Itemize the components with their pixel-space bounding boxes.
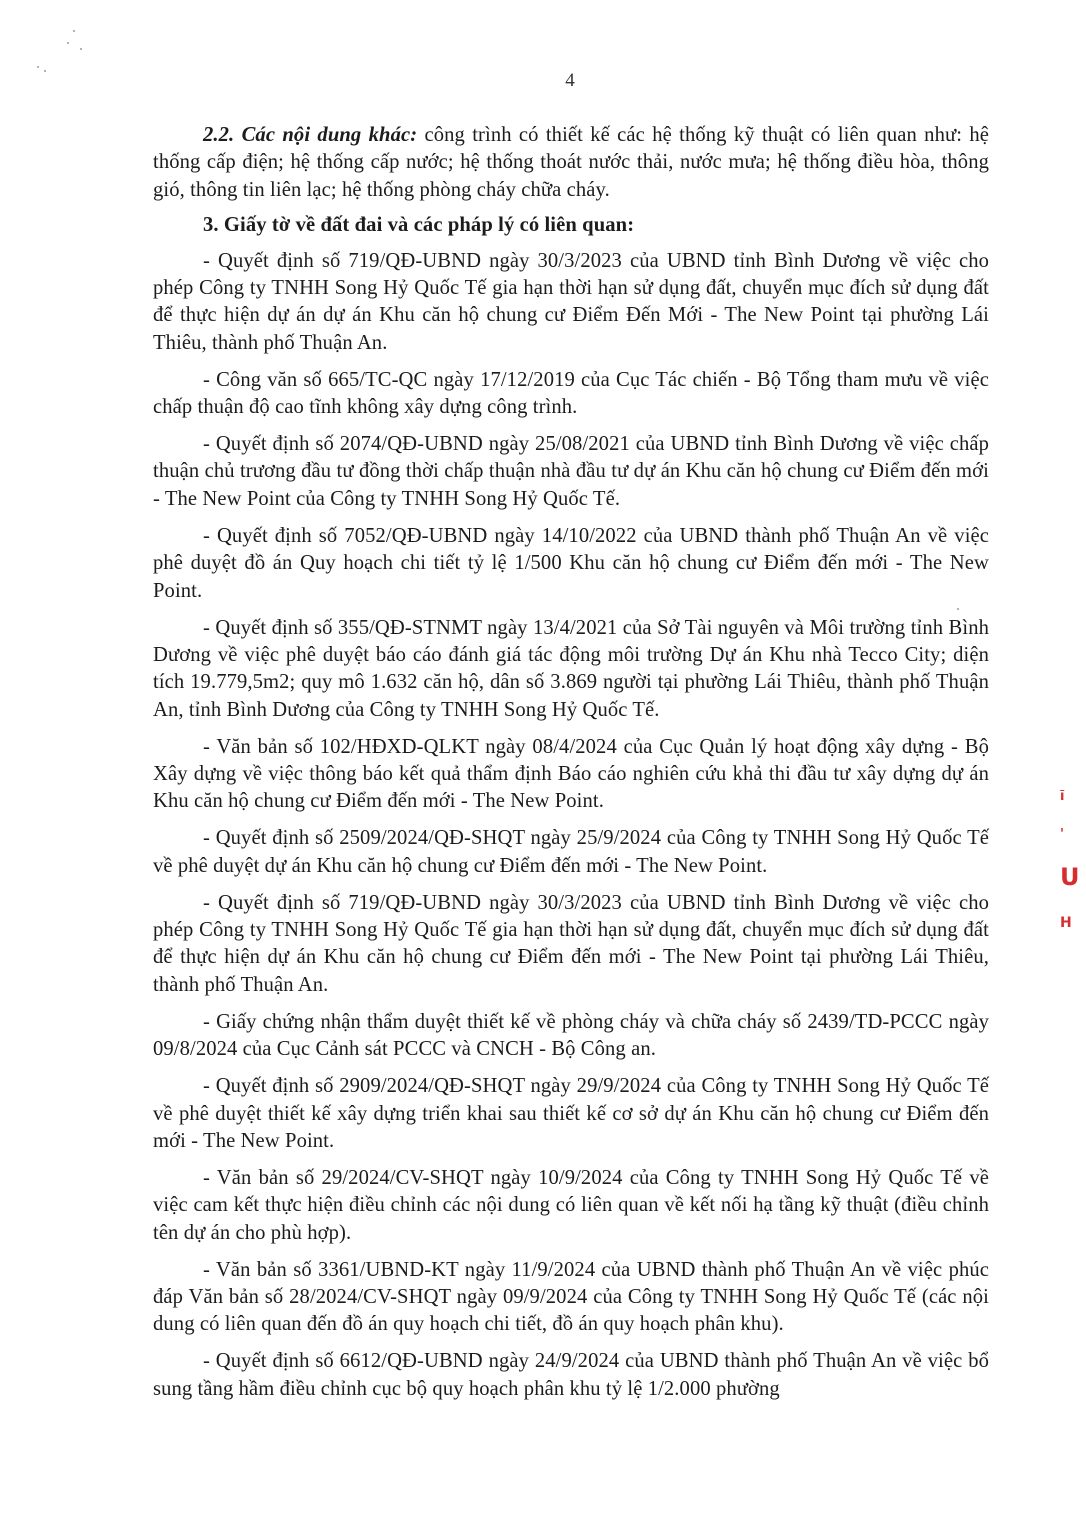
scan-speck (37, 66, 39, 68)
legal-item: - Quyết định số 719/QĐ-UBND ngày 30/3/2023 của UBND tỉnh Bình Dương về việc cho phép Công ty TNHH Song Hỷ Quốc Tế gia hạn thời hạn sử dụng đất, chuyển mục đích sử dụng đất để thực hiện dự án dự án Khu căn hộ chung cư Điểm Đến Mới - The New Point tại phường Lái Thiêu, thành phố Thuận An. (153, 249, 989, 354)
document-body (153, 122, 989, 1413)
legal-item: - Công văn số 665/TC-QC ngày 17/12/2019 của Cục Tác chiến - Bộ Tổng tham mưu về việc chấp thuận độ cao tĩnh không xây dựng công trình. (153, 368, 989, 419)
section-2-2-heading: 2.2. Các nội dung khác: (203, 124, 418, 146)
section-2-2-paragraph (153, 122, 989, 204)
legal-item: - Văn bản số 102/HĐXD-QLKT ngày 08/4/2024 của Cục Quản lý hoạt động xây dựng - Bộ Xây dựng về việc thông báo kết quả thẩm định Báo cáo nghiên cứu khả thi đầu tư xây dựng dự án Khu căn hộ chung cư Điểm đến mới - The New Point. (153, 735, 989, 813)
legal-item: - Quyết định số 355/QĐ-STNMT ngày 13/4/2021 của Sở Tài nguyên và Môi trường tỉnh Bình Dương về việc phê duyệt báo cáo đánh giá tác động môi trường Dự án Khu nhà Tecco City; diện tích 19.779,5m2; quy mô 1.632 căn hộ, dân số 3.869 người tại phường Lái Thiêu, thành phố Thuận An, tỉnh Bình Dương của Công ty TNHH Song Hỷ Quốc Tế. (153, 616, 989, 721)
stamp-mark: H (1060, 915, 1072, 931)
legal-item: - Giấy chứng nhận thẩm duyệt thiết kế về phòng cháy và chữa cháy số 2439/TD-PCCC ngày 09/8/2024 của Cục Cảnh sát PCCC và CNCH - Bộ Công an. (153, 1010, 989, 1061)
legal-item: - Văn bản số 3361/UBND-KT ngày 11/9/2024 của UBND thành phố Thuận An về việc phúc đáp Văn bản số 28/2024/CV-SHQT ngày 09/9/2024 của Công ty TNHH Song Hỷ Quốc Tế (các nội dung có liên quan đến đồ án quy hoạch chi tiết, đồ án quy hoạch phân khu). (153, 1258, 989, 1336)
scan-speck (80, 48, 82, 50)
stamp-mark: ' (1060, 827, 1064, 842)
legal-item: - Quyết định số 7052/QĐ-UBND ngày 14/10/2022 của UBND thành phố Thuận An về việc phê duyệt đồ án Quy hoạch chi tiết tỷ lệ 1/500 Khu căn hộ chung cư Điểm đến mới - The New Point. (153, 524, 989, 602)
page-number: 4 (565, 70, 575, 91)
scan-speck (73, 30, 75, 32)
legal-item: - Quyết định số 2509/2024/QĐ-SHQT ngày 25/9/2024 của Công ty TNHH Song Hỷ Quốc Tế về phê duyệt dự án Khu căn hộ chung cư Điểm đến mới - The New Point. (153, 827, 989, 877)
scan-speck (67, 42, 69, 44)
stamp-mark: U (1060, 863, 1080, 891)
legal-item: - Văn bản số 29/2024/CV-SHQT ngày 10/9/2024 của Công ty TNHH Song Hỷ Quốc Tế về việc cam kết thực hiện điều chỉnh các nội dung có liên quan về kết nối hạ tầng kỹ thuật (điều chỉnh tên dự án cho phù hợp). (153, 1166, 989, 1244)
red-stamp-fragment (1060, 775, 1086, 985)
legal-item: - Quyết định số 2909/2024/QĐ-SHQT ngày 29/9/2024 của Công ty TNHH Song Hỷ Quốc Tế về phê duyệt thiết kế xây dựng triển khai sau thiết kế cơ sở dự án Khu căn hộ chung cư Điểm đến mới - The New Point. (153, 1075, 989, 1152)
section-3-heading: 3. Giấy tờ về đất đai và các pháp lý có liên quan: (203, 214, 635, 237)
section-2-2-text: công trình có thiết kế các hệ thống kỹ thuật có liên quan như: hệ thống cấp điện; hệ thống cấp nước; hệ thống thoát nước thải, nước mưa; hệ thống điều hòa, thông gió, thông tin liên lạc; hệ thống phòng cháy chữa cháy. (153, 124, 989, 201)
legal-item: - Quyết định số 6612/QĐ-UBND ngày 24/9/2024 của UBND thành phố Thuận An về việc bổ sung tầng hầm điều chỉnh cục bộ quy hoạch phân khu tỷ lệ 1/2.000 phường (153, 1350, 989, 1400)
legal-item: - Quyết định số 2074/QĐ-UBND ngày 25/08/2021 của UBND tỉnh Bình Dương về việc chấp thuận chủ trương đầu tư đồng thời chấp thuận nhà đầu tư dự án Khu căn hộ chung cư Điểm đến mới - The New Point của Công ty TNHH Song Hỷ Quốc Tế. (153, 433, 989, 510)
stamp-mark: ĩ (1060, 789, 1065, 804)
legal-item: - Quyết định số 719/QĐ-UBND ngày 30/3/2023 của UBND tỉnh Bình Dương về việc cho phép Công ty TNHH Song Hỷ Quốc Tế gia hạn thời hạn sử dụng đất, chuyển mục đích sử dụng đất để thực hiện dự án Khu căn hộ chung cư Điểm đến mới - The New Point tại phường Lái Thiêu, thành phố Thuận An. (153, 891, 989, 996)
